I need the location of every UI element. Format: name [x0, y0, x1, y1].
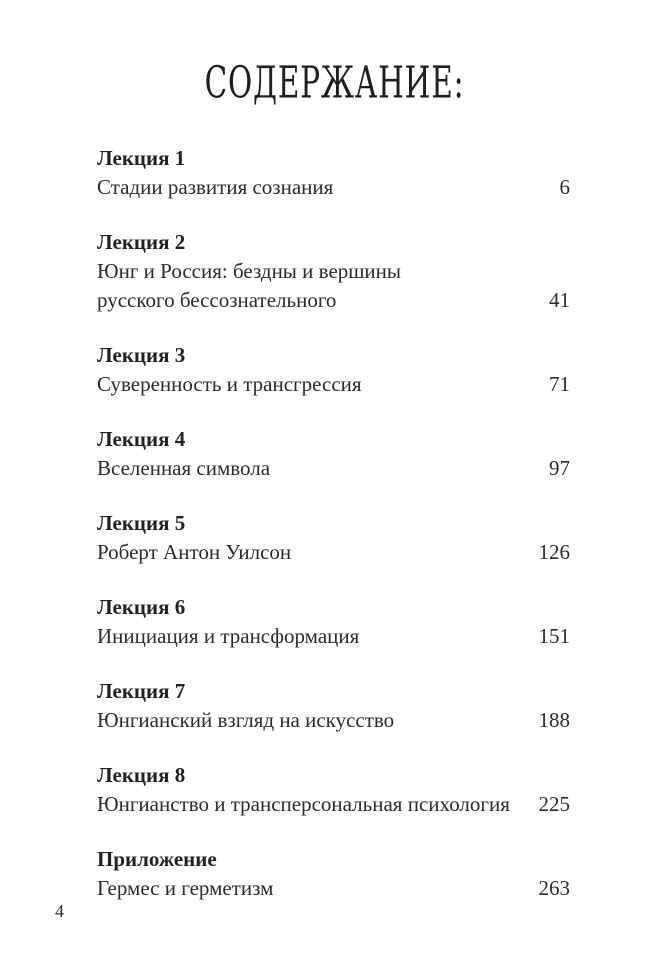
toc-entry-lines: [97, 257, 570, 315]
toc-entry-lines: [97, 706, 570, 735]
toc-entry: [97, 761, 570, 819]
toc-entry-line-row: [97, 286, 570, 315]
toc-entry: [97, 677, 570, 735]
toc-entry-heading: Лекция 8: [97, 763, 186, 787]
toc-entry-title: Гермес и герметизм: [97, 876, 274, 900]
page-title: СОДЕРЖАНИЕ:: [204, 58, 465, 109]
folio-page-number: 4: [55, 901, 64, 921]
toc-entry-title: Юнгианский взгляд на искусство: [97, 708, 395, 732]
toc-entry-lines: [97, 173, 570, 202]
toc-entry-lines: [97, 790, 570, 819]
toc-entry-line-row: [97, 370, 570, 399]
toc-entry: [97, 144, 570, 202]
toc-entry-title: Вселенная символа: [97, 456, 271, 480]
toc-entry-line-row: [97, 706, 570, 735]
toc-entry-page-number: 263: [538, 876, 570, 900]
toc-entry-lines: [97, 622, 570, 651]
toc-entry: [97, 845, 570, 903]
toc-entry-title: Инициация и трансформация: [97, 624, 360, 648]
toc-entry-page-number: 225: [538, 792, 570, 816]
toc-entry-lines: [97, 370, 570, 399]
toc-entry: [97, 228, 570, 315]
toc-entry: [97, 341, 570, 399]
toc-entry-heading: Лекция 4: [97, 427, 186, 451]
toc-entry-page-number: 151: [538, 624, 570, 648]
toc-entry-lines: [97, 538, 570, 567]
toc-entry-page-number: 126: [538, 540, 570, 564]
toc-entry-page-number: 6: [559, 175, 570, 199]
toc-entry-line-row: [97, 454, 570, 483]
toc-entry-page-number: 71: [549, 372, 570, 396]
toc-entry-line-row: [97, 874, 570, 903]
toc-entry-page-number: 188: [538, 708, 570, 732]
toc-entry-heading: Лекция 1: [97, 146, 186, 170]
toc-entry-lines: [97, 454, 570, 483]
toc-entry: [97, 425, 570, 483]
toc-entry: [97, 509, 570, 567]
toc-entry: [97, 593, 570, 651]
toc-entry-line-row: [97, 538, 570, 567]
toc-entry-heading: Лекция 2: [97, 230, 186, 254]
toc-entry-line-row: [97, 257, 570, 286]
toc-entry-title: Суверенность и трансгрессия: [97, 372, 362, 396]
toc-entry-title: русского бессознательного: [97, 288, 337, 312]
toc-entry-page-number: 97: [549, 456, 570, 480]
toc-entry-title: Юнгианство и трансперсональная психология: [97, 792, 510, 816]
toc-entry-line-row: [97, 173, 570, 202]
toc-entry-page-number: 41: [549, 288, 570, 312]
toc-entry-lines: [97, 874, 570, 903]
toc-entry-heading: Лекция 3: [97, 343, 186, 367]
toc-entry-title: Стадии развития сознания: [97, 175, 334, 199]
toc-entry-heading: Приложение: [97, 847, 217, 871]
toc-entry-line-row: [97, 790, 570, 819]
toc-list: [0, 144, 669, 903]
toc-entry-title: Юнг и Россия: бездны и вершины: [97, 259, 402, 283]
toc-entry-title: Роберт Антон Уилсон: [97, 540, 292, 564]
toc-entry-heading: Лекция 6: [97, 595, 186, 619]
toc-entry-line-row: [97, 622, 570, 651]
toc-entry-heading: Лекция 5: [97, 511, 186, 535]
toc-entry-heading: Лекция 7: [97, 679, 186, 703]
